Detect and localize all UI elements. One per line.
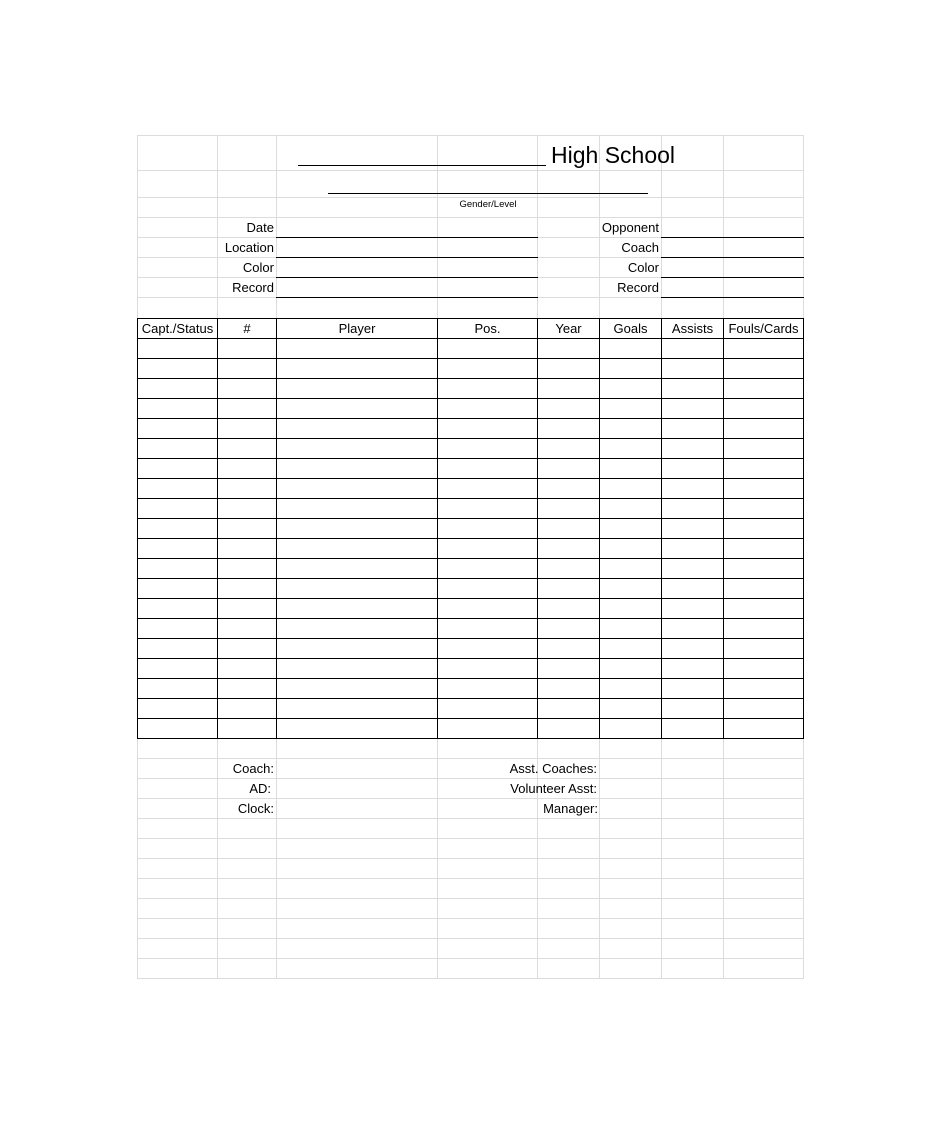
table-cell[interactable] bbox=[138, 379, 217, 398]
table-cell[interactable] bbox=[662, 479, 723, 498]
table-cell[interactable] bbox=[600, 339, 661, 358]
gridline-horizontal bbox=[137, 978, 804, 979]
gender-level-caption: Gender/Level bbox=[459, 199, 517, 210]
table-cell[interactable] bbox=[600, 719, 661, 738]
table-cell[interactable] bbox=[538, 679, 599, 698]
table-cell[interactable] bbox=[600, 539, 661, 558]
table-cell[interactable] bbox=[724, 479, 803, 498]
table-cell[interactable] bbox=[138, 679, 217, 698]
meta-left-underline bbox=[276, 297, 538, 298]
table-cell[interactable] bbox=[277, 579, 437, 598]
table-cell[interactable] bbox=[438, 379, 537, 398]
table-cell[interactable] bbox=[138, 639, 217, 658]
opponent-record-label: Record bbox=[617, 280, 659, 295]
table-cell[interactable] bbox=[600, 599, 661, 618]
table-cell[interactable] bbox=[600, 699, 661, 718]
table-cell[interactable] bbox=[218, 339, 276, 358]
table-cell[interactable] bbox=[538, 539, 599, 558]
gridline-horizontal bbox=[137, 197, 804, 198]
table-cell[interactable] bbox=[218, 699, 276, 718]
column-header: Goals bbox=[613, 321, 648, 336]
table-cell[interactable] bbox=[724, 539, 803, 558]
table-cell[interactable] bbox=[218, 359, 276, 378]
table-cell[interactable] bbox=[662, 439, 723, 458]
table-cell[interactable] bbox=[724, 699, 803, 718]
table-cell[interactable] bbox=[662, 519, 723, 538]
table-cell[interactable] bbox=[538, 419, 599, 438]
staff-coach-label: Coach: bbox=[232, 761, 274, 776]
table-cell[interactable] bbox=[438, 459, 537, 478]
table-cell[interactable] bbox=[438, 699, 537, 718]
table-cell[interactable] bbox=[600, 639, 661, 658]
opponent-coach-field[interactable] bbox=[662, 238, 803, 257]
table-cell[interactable] bbox=[218, 519, 276, 538]
color-field[interactable] bbox=[277, 258, 537, 277]
table-cell[interactable] bbox=[662, 459, 723, 478]
table-cell[interactable] bbox=[662, 619, 723, 638]
table-cell[interactable] bbox=[277, 659, 437, 678]
meta-right-underline bbox=[661, 297, 804, 298]
asst-coaches-label: Asst. Coaches: bbox=[509, 761, 597, 776]
gridline-horizontal bbox=[137, 918, 804, 919]
table-cell[interactable] bbox=[724, 399, 803, 418]
gridline-horizontal bbox=[137, 818, 804, 819]
table-cell[interactable] bbox=[277, 479, 437, 498]
column-header: Year bbox=[555, 321, 582, 336]
gender-level-blank[interactable] bbox=[328, 176, 648, 194]
table-cell[interactable] bbox=[218, 439, 276, 458]
table-cell[interactable] bbox=[218, 419, 276, 438]
staff-clock-field[interactable] bbox=[277, 799, 437, 818]
column-header: # bbox=[243, 321, 251, 336]
table-cell[interactable] bbox=[724, 519, 803, 538]
record-field[interactable] bbox=[277, 278, 537, 297]
date-label: Date bbox=[246, 220, 274, 235]
table-cell[interactable] bbox=[724, 719, 803, 738]
asst-coaches-field[interactable] bbox=[600, 759, 803, 778]
table-cell[interactable] bbox=[438, 419, 537, 438]
table-cell[interactable] bbox=[277, 539, 437, 558]
table-cell[interactable] bbox=[218, 379, 276, 398]
table-cell[interactable] bbox=[538, 359, 599, 378]
manager-field[interactable] bbox=[600, 799, 803, 818]
table-cell[interactable] bbox=[724, 679, 803, 698]
table-cell[interactable] bbox=[662, 559, 723, 578]
table-cell[interactable] bbox=[600, 559, 661, 578]
table-cell[interactable] bbox=[538, 579, 599, 598]
table-cell[interactable] bbox=[438, 679, 537, 698]
table-cell[interactable] bbox=[724, 659, 803, 678]
table-cell[interactable] bbox=[724, 419, 803, 438]
table-cell[interactable] bbox=[138, 619, 217, 638]
staff-ad-field[interactable] bbox=[277, 779, 437, 798]
table-cell[interactable] bbox=[277, 399, 437, 418]
table-cell[interactable] bbox=[600, 659, 661, 678]
gridline-horizontal bbox=[137, 135, 804, 136]
table-cell[interactable] bbox=[438, 359, 537, 378]
staff-coach-field[interactable] bbox=[277, 759, 437, 778]
table-cell[interactable] bbox=[438, 519, 537, 538]
table-cell[interactable] bbox=[138, 419, 217, 438]
date-field[interactable] bbox=[277, 218, 537, 237]
gridline-horizontal bbox=[137, 878, 804, 879]
table-cell[interactable] bbox=[662, 599, 723, 618]
table-cell[interactable] bbox=[138, 459, 217, 478]
table-cell[interactable] bbox=[724, 639, 803, 658]
table-cell[interactable] bbox=[600, 399, 661, 418]
table-cell[interactable] bbox=[438, 579, 537, 598]
table-cell[interactable] bbox=[538, 479, 599, 498]
table-cell[interactable] bbox=[538, 599, 599, 618]
table-cell[interactable] bbox=[218, 659, 276, 678]
table-cell[interactable] bbox=[438, 639, 537, 658]
table-cell[interactable] bbox=[600, 379, 661, 398]
table-cell[interactable] bbox=[218, 679, 276, 698]
table-cell[interactable] bbox=[438, 399, 537, 418]
table-cell[interactable] bbox=[438, 339, 537, 358]
table-cell[interactable] bbox=[724, 619, 803, 638]
table-cell[interactable] bbox=[538, 699, 599, 718]
table-cell[interactable] bbox=[218, 499, 276, 518]
color-label: Color bbox=[242, 260, 274, 275]
table-cell[interactable] bbox=[600, 579, 661, 598]
table-cell[interactable] bbox=[662, 659, 723, 678]
table-cell[interactable] bbox=[538, 499, 599, 518]
table-cell[interactable] bbox=[138, 719, 217, 738]
roster-border-top bbox=[137, 318, 804, 319]
table-cell[interactable] bbox=[138, 699, 217, 718]
table-cell[interactable] bbox=[724, 579, 803, 598]
table-cell[interactable] bbox=[277, 459, 437, 478]
table-cell[interactable] bbox=[438, 559, 537, 578]
volunteer-asst-field[interactable] bbox=[600, 779, 803, 798]
table-cell[interactable] bbox=[724, 339, 803, 358]
table-cell[interactable] bbox=[277, 599, 437, 618]
page-title: High School bbox=[551, 142, 676, 168]
table-cell[interactable] bbox=[138, 579, 217, 598]
table-cell[interactable] bbox=[138, 539, 217, 558]
table-cell[interactable] bbox=[138, 359, 217, 378]
table-cell[interactable] bbox=[662, 379, 723, 398]
opponent-field[interactable] bbox=[662, 218, 803, 237]
table-cell[interactable] bbox=[277, 619, 437, 638]
table-cell[interactable] bbox=[138, 659, 217, 678]
table-cell[interactable] bbox=[438, 539, 537, 558]
table-cell[interactable] bbox=[662, 539, 723, 558]
table-cell[interactable] bbox=[538, 619, 599, 638]
table-cell[interactable] bbox=[662, 719, 723, 738]
gridline-horizontal bbox=[137, 858, 804, 859]
table-cell[interactable] bbox=[724, 359, 803, 378]
gridline-horizontal bbox=[137, 898, 804, 899]
gridline-horizontal bbox=[137, 938, 804, 939]
staff-clock-label: Clock: bbox=[237, 801, 274, 816]
table-cell[interactable] bbox=[277, 419, 437, 438]
column-header: Pos. bbox=[474, 321, 501, 336]
table-cell[interactable] bbox=[600, 479, 661, 498]
table-cell[interactable] bbox=[438, 479, 537, 498]
volunteer-asst-label: Volunteer Asst: bbox=[510, 781, 597, 796]
table-cell[interactable] bbox=[538, 459, 599, 478]
table-cell[interactable] bbox=[138, 439, 217, 458]
table-cell[interactable] bbox=[538, 519, 599, 538]
table-cell[interactable] bbox=[438, 659, 537, 678]
table-cell[interactable] bbox=[724, 499, 803, 518]
table-cell[interactable] bbox=[600, 499, 661, 518]
gridline-horizontal bbox=[137, 958, 804, 959]
table-cell[interactable] bbox=[600, 419, 661, 438]
table-cell[interactable] bbox=[277, 359, 437, 378]
table-cell[interactable] bbox=[218, 539, 276, 558]
column-header: Capt./Status bbox=[141, 321, 214, 336]
table-cell[interactable] bbox=[277, 639, 437, 658]
table-cell[interactable] bbox=[538, 659, 599, 678]
table-cell[interactable] bbox=[438, 499, 537, 518]
table-cell[interactable] bbox=[138, 339, 217, 358]
record-label: Record bbox=[232, 280, 274, 295]
location-label: Location bbox=[224, 240, 274, 255]
table-cell[interactable] bbox=[218, 559, 276, 578]
table-cell[interactable] bbox=[538, 439, 599, 458]
table-cell[interactable] bbox=[277, 519, 437, 538]
table-cell[interactable] bbox=[662, 639, 723, 658]
table-cell[interactable] bbox=[724, 559, 803, 578]
table-cell[interactable] bbox=[662, 419, 723, 438]
table-cell[interactable] bbox=[218, 719, 276, 738]
table-cell[interactable] bbox=[538, 339, 599, 358]
opponent-coach-label: Coach bbox=[621, 240, 659, 255]
table-cell[interactable] bbox=[662, 359, 723, 378]
table-cell[interactable] bbox=[218, 639, 276, 658]
table-cell[interactable] bbox=[538, 379, 599, 398]
table-cell[interactable] bbox=[138, 519, 217, 538]
table-cell[interactable] bbox=[138, 499, 217, 518]
table-cell[interactable] bbox=[138, 399, 217, 418]
table-cell[interactable] bbox=[662, 339, 723, 358]
staff-ad-label: AD: bbox=[249, 781, 271, 796]
table-cell[interactable] bbox=[600, 619, 661, 638]
table-cell[interactable] bbox=[600, 519, 661, 538]
table-cell[interactable] bbox=[662, 699, 723, 718]
table-cell[interactable] bbox=[724, 379, 803, 398]
table-cell[interactable] bbox=[600, 459, 661, 478]
table-cell[interactable] bbox=[538, 559, 599, 578]
roster-row-line bbox=[137, 738, 804, 739]
table-cell[interactable] bbox=[138, 559, 217, 578]
table-cell[interactable] bbox=[538, 399, 599, 418]
table-cell[interactable] bbox=[277, 499, 437, 518]
opponent-label: Opponent bbox=[601, 220, 659, 235]
table-cell[interactable] bbox=[538, 719, 599, 738]
table-cell[interactable] bbox=[662, 399, 723, 418]
manager-label: Manager: bbox=[543, 801, 598, 816]
table-cell[interactable] bbox=[724, 459, 803, 478]
table-cell[interactable] bbox=[438, 439, 537, 458]
table-cell[interactable] bbox=[218, 599, 276, 618]
column-header: Assists bbox=[671, 321, 714, 336]
table-cell[interactable] bbox=[138, 599, 217, 618]
table-cell[interactable] bbox=[277, 699, 437, 718]
opponent-color-field[interactable] bbox=[662, 258, 803, 277]
table-cell[interactable] bbox=[277, 679, 437, 698]
table-cell[interactable] bbox=[218, 579, 276, 598]
column-header: Player bbox=[338, 321, 376, 336]
gridline-horizontal bbox=[137, 170, 804, 171]
table-cell[interactable] bbox=[538, 639, 599, 658]
table-cell[interactable] bbox=[662, 679, 723, 698]
table-cell[interactable] bbox=[724, 599, 803, 618]
table-cell[interactable] bbox=[438, 719, 537, 738]
table-cell[interactable] bbox=[218, 459, 276, 478]
table-cell[interactable] bbox=[277, 559, 437, 578]
table-cell[interactable] bbox=[662, 499, 723, 518]
table-cell[interactable] bbox=[724, 439, 803, 458]
table-cell[interactable] bbox=[438, 599, 537, 618]
table-cell[interactable] bbox=[218, 619, 276, 638]
opponent-color-label: Color bbox=[627, 260, 659, 275]
table-cell[interactable] bbox=[600, 359, 661, 378]
table-cell[interactable] bbox=[438, 619, 537, 638]
column-header: Fouls/Cards bbox=[728, 321, 799, 336]
table-cell[interactable] bbox=[277, 379, 437, 398]
table-cell[interactable] bbox=[218, 479, 276, 498]
gridline-horizontal bbox=[137, 838, 804, 839]
table-cell[interactable] bbox=[662, 579, 723, 598]
table-cell[interactable] bbox=[218, 399, 276, 418]
location-field[interactable] bbox=[277, 238, 537, 257]
table-cell[interactable] bbox=[277, 439, 437, 458]
table-cell[interactable] bbox=[277, 719, 437, 738]
table-cell[interactable] bbox=[277, 339, 437, 358]
opponent-record-field[interactable] bbox=[662, 278, 803, 297]
school-name-blank[interactable] bbox=[298, 145, 546, 167]
table-cell[interactable] bbox=[138, 479, 217, 498]
table-cell[interactable] bbox=[600, 679, 661, 698]
roster-column-line bbox=[803, 318, 804, 739]
table-cell[interactable] bbox=[600, 439, 661, 458]
